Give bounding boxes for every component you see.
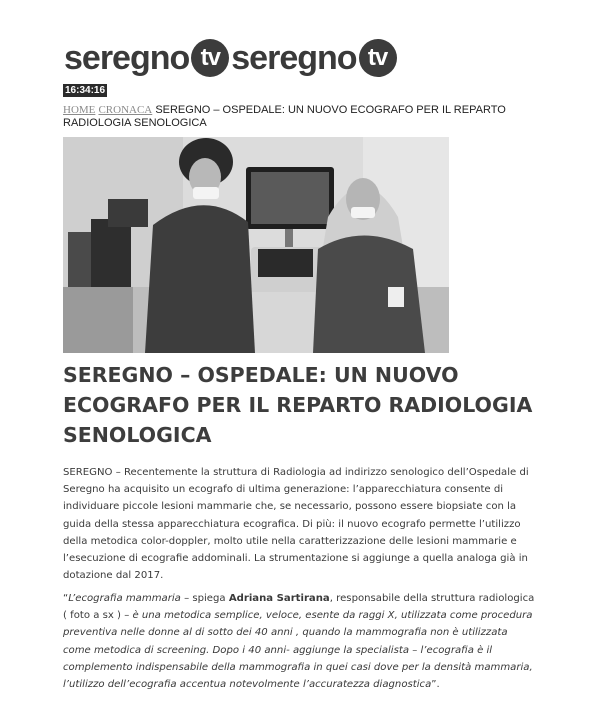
logo-tv-badge: tv <box>359 39 397 77</box>
quote-attribution: – spiega <box>180 593 229 604</box>
quote-text: è una metodica semplice, veloce, esente da raggi X, utilizzata come procedura preventiva nelle donne al di sotto dei 40 anni , quando la mammografia non è utilizzata come metodica di screening. Dopo i 40 anni- aggiunge la specialista – l’ecografia è il complemento indispensabile della mammografia in quei casi dove per la densità mammaria, l’utilizzo dell’ecografia accentua notevolmente l’accuratezza diagnostica <box>63 610 533 691</box>
quote-text: L’ecografia mammaria <box>68 593 181 604</box>
logo-tv-badge: tv <box>191 39 229 77</box>
breadcrumb <box>63 104 533 130</box>
quote-attribution-role: , responsabile della struttura radiologica ( foto a sx ) – <box>63 593 535 622</box>
quote-open-mark: “ <box>63 593 69 604</box>
logo-word: seregno <box>231 39 357 77</box>
logo-word: seregno <box>64 39 190 77</box>
article-photo-illustration <box>63 137 449 353</box>
breadcrumb-current: SEREGNO – OSPEDALE: UN NUOVO ECOGRAFO PER IL REPARTO RADIOLOGIA SENOLOGICA <box>63 104 506 129</box>
article-quote-paragraph <box>63 590 538 693</box>
article-title: SEREGNO – OSPEDALE: UN NUOVO ECOGRAFO PER IL REPARTO RADIOLOGIA SENOLOGICA <box>63 363 533 447</box>
breadcrumb-home-link[interactable]: HOME <box>63 104 96 116</box>
quote-speaker-name: Adriana Sartirana <box>228 593 330 604</box>
breadcrumb-section-link[interactable]: CRONACA <box>98 104 153 116</box>
article-photo <box>63 137 449 353</box>
clock: 16:34:16 <box>65 85 106 96</box>
site-logo[interactable] <box>64 36 399 80</box>
article-paragraph: SEREGNO – Recentemente la struttura di Radiologia ad indirizzo senologico dell’Ospedale di Seregno ha acquisito un ecografo di ultima generazione: l’apparecchiatura consente di individuare piccole lesioni mammarie che, se necessario, possono essere biopsiate con la guida della stessa apparecchiatura ecografica. Di più: il nuovo ecografo permette l’utilizzo della metodica color-doppler, molto utile nella caratterizzazione delle lesioni mammarie e l’esecuzione di ecografie addominali. La strumentazione si aggiunge a quella analoga già in dotazione dal 2017. <box>63 467 529 582</box>
quote-close-mark: ”. <box>431 679 440 691</box>
